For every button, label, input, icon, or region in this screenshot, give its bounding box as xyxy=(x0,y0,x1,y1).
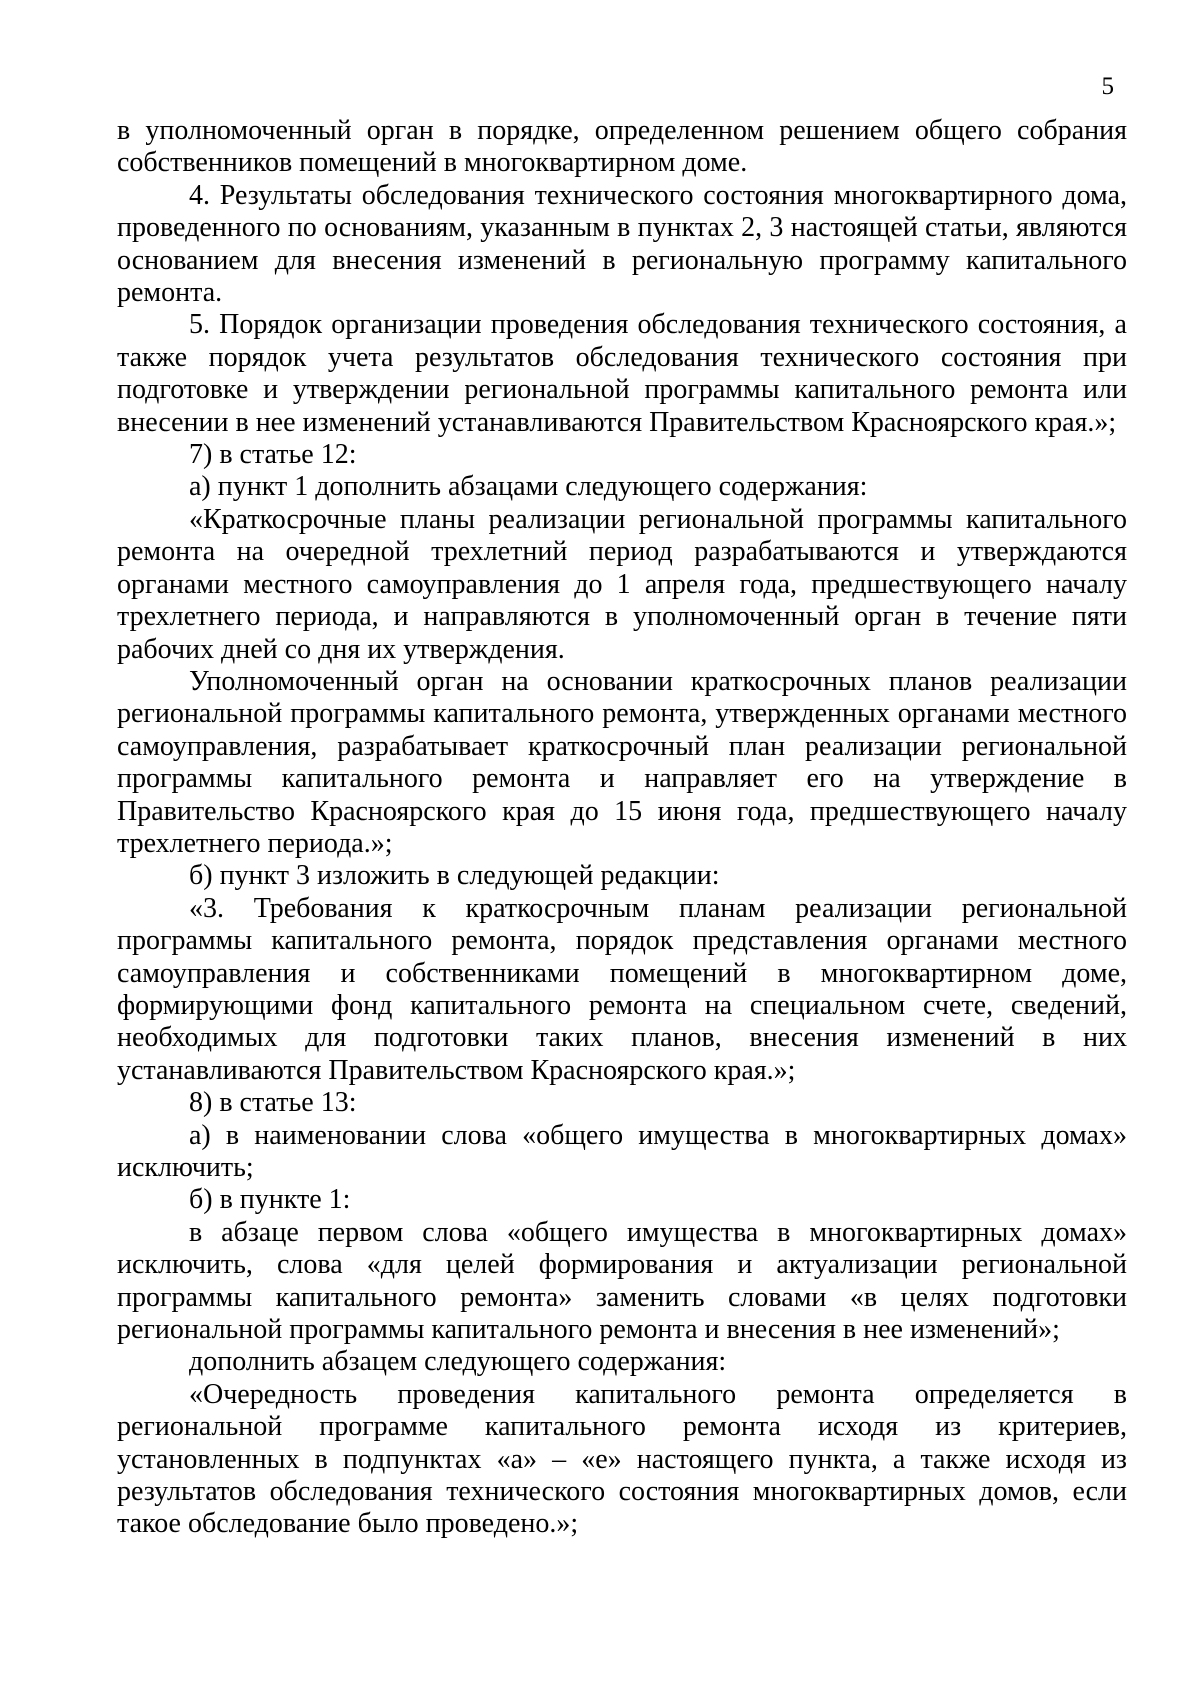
paragraph-add-abzac: дополнить абзацем следующего содержания: xyxy=(189,1346,727,1378)
paragraph-item-4: 4. Результаты обследования технического состояния многоквартирного дома, проведенного по основаниям, указанным в пунктах 2, 3 настоящей статьи, являются основанием для внесения изменений в региональную программу капитального ремонта. xyxy=(117,179,1127,309)
paragraph-quote-requirements: «3. Требования к краткосрочным планам реализации региональной программы капитального ремонта, порядок представления органами местного самоуправления и собственниками помещений в многоквартирном доме, формирующими фонд капитального ремонта на специальном счете, сведений, необходимых для подготовки таких планов, внесения изменений в них устанавливаются Правительством Красноярского края.»; xyxy=(117,892,1127,1086)
paragraph-subitem-b-point-1: б) в пункте 1: xyxy=(189,1184,351,1216)
paragraph-quote-short-term-plans: «Краткосрочные планы реализации региональной программы капитального ремонта на очередной трехлетний период разрабатываются и утверждаются органами местного самоуправления до 1 апреля года, предшествующего началу трехлетнего периода, и направляются в уполномоченный орган в течение пяти рабочих дней со дня их утверждения. xyxy=(117,503,1127,665)
paragraph-continuation: в уполномоченный орган в порядке, определенном решением общего собрания собственников помещений в многоквартирном доме. xyxy=(117,115,1127,179)
paragraph-quote-order: «Очередность проведения капитального ремонта определяется в региональной программе капитального ремонта исходя из критериев, установленных в подпунктах «а» – «е» настоящего пункта, а также исходя из результатов обследования технического состояния многоквартирных домов, если такое обследование было проведено.»; xyxy=(117,1378,1127,1540)
document-body xyxy=(117,115,1127,1541)
paragraph-first-abzac: в абзаце первом слова «общего имущества в многоквартирных домах» исключить, слова «для целей формирования и актуализации региональной программы капитального ремонта» заменить словами «в целях подготовки региональной программы капитального ремонта и внесения в нее изменений»; xyxy=(117,1216,1127,1346)
paragraph-item-5: 5. Порядок организации проведения обследования технического состояния, а также порядок учета результатов обследования технического состояния при подготовке и утверждении региональной программы капитального ремонта или внесении в нее изменений устанавливаются Правительством Красноярского края.»; xyxy=(117,309,1127,438)
paragraph-subitem-a-name: а) в наименовании слова «общего имущества в многоквартирных домах» исключить; xyxy=(117,1119,1127,1183)
paragraph-article-13: 8) в статье 13: xyxy=(189,1087,357,1119)
paragraph-subitem-a: а) пункт 1 дополнить абзацами следующего содержания: xyxy=(189,471,868,503)
page-number: 5 xyxy=(1101,73,1114,100)
paragraph-authorized-body: Уполномоченный орган на основании краткосрочных планов реализации региональной программы капитального ремонта, утвержденных органами местного самоуправления, разрабатывает краткосрочный план реализации региональной программы капитального ремонта и направляет его на утверждение в Правительство Красноярского края до 15 июня года, предшествующего началу трехлетнего периода.»; xyxy=(117,665,1127,859)
paragraph-article-12: 7) в статье 12: xyxy=(189,439,357,471)
paragraph-subitem-b: б) пункт 3 изложить в следующей редакции: xyxy=(189,860,720,892)
